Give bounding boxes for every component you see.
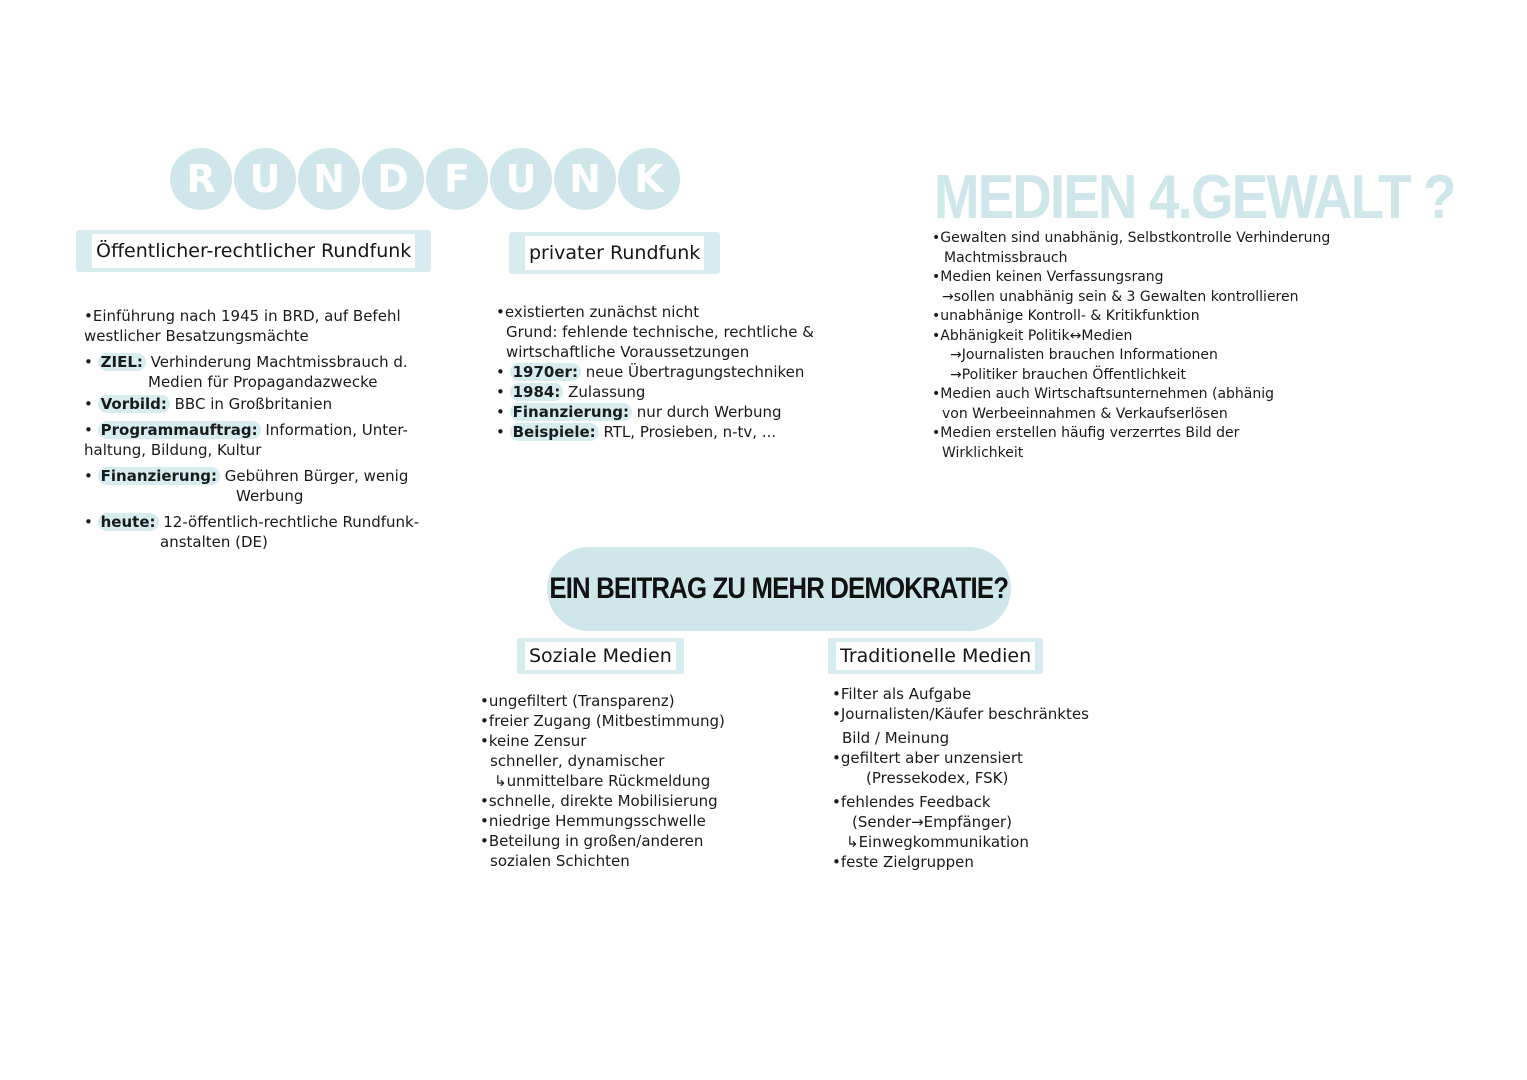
note-line: •fehlendes Feedback (832, 793, 991, 811)
note-line: Werbung (236, 487, 304, 505)
note-line: •Gewalten sind unabhänig, Selbstkontrolle Verhinderung (932, 230, 1331, 246)
note-line: •existierten zunächst nicht (496, 303, 700, 321)
title-letter: D (362, 148, 424, 210)
gewalt-notes (932, 229, 1330, 463)
privat-label: privater Rundfunk (525, 236, 704, 270)
note-line: • ZIEL: Verhinderung Machtmissbrauch d. (84, 353, 408, 371)
note-line: (Pressekodex, FSK) (866, 769, 1009, 787)
note-line: •Beteilung in großen/anderen (480, 832, 704, 850)
note-line: • Finanzierung: Gebühren Bürger, wenig (84, 467, 409, 485)
note-line: •freier Zugang (Mitbestimmung) (480, 712, 725, 730)
note-line: •Medien keinen Verfassungsrang (932, 269, 1164, 285)
note-line: •Medien auch Wirtschaftsunternehmen (abhänig (932, 386, 1275, 402)
note-line: →Journalisten brauchen Informationen (950, 347, 1218, 363)
title-letter: R (170, 148, 232, 210)
note-line: •niedrige Hemmungsschwelle (480, 812, 706, 830)
note-line: haltung, Bildung, Kultur (84, 441, 262, 459)
title-letter: F (426, 148, 488, 210)
note-line: ↳Einwegkommunikation (846, 833, 1029, 851)
oeffentlich-label: Öffentlicher-rechtlicher Rundfunk (92, 234, 415, 268)
note-line: von Werbeeinnahmen & Verkaufserlösen (942, 405, 1228, 422)
note-line: •Abhänigkeit Politik↔Medien (932, 327, 1133, 344)
note-line: •ungefiltert (Transparenz) (480, 692, 675, 710)
title-letter: N (554, 148, 616, 210)
note-line: Grund: fehlende technische, rechtliche & (506, 323, 814, 341)
demokratie-title: EIN BEITRAG ZU MEHR DEMOKRATIE? (549, 572, 1009, 605)
note-line: wirtschaftliche Voraussetzungen (506, 343, 750, 361)
note-line: •Filter als Aufgabe (832, 685, 972, 703)
note-line: westlicher Besatzungsmächte (84, 327, 309, 345)
note-line: •schnelle, direkte Mobilisierung (480, 792, 718, 810)
sozial-label-box (517, 638, 684, 674)
note-line: Bild / Meinung (842, 729, 950, 747)
note-line: anstalten (DE) (160, 533, 268, 551)
note-line: Wirklichkeit (942, 444, 1024, 461)
traditionell-label: Traditionelle Medien (836, 642, 1035, 670)
note-line: • heute: 12-öffentlich-rechtliche Rundfunk- (84, 513, 420, 531)
note-line: Medien für Propagandazwecke (148, 373, 378, 391)
oeffentlich-notes (84, 306, 419, 552)
rundfunk-title (170, 148, 680, 210)
note-line: →sollen unabhänig sein & 3 Gewalten kontrollieren (942, 288, 1299, 305)
title-letter: U (490, 148, 552, 210)
privat-notes (496, 302, 814, 442)
note-line: Machtmissbrauch (944, 249, 1068, 266)
note-line: •feste Zielgruppen (832, 853, 974, 871)
title-letter: N (298, 148, 360, 210)
note-line: sozialen Schichten (490, 852, 630, 870)
note-line: • Programmauftrag: Information, Unter- (84, 421, 408, 439)
note-line: (Sender→Empfänger) (852, 813, 1012, 831)
note-line: • Vorbild: BBC in Großbritanien (84, 395, 333, 413)
note-line: •Medien erstellen häufig verzerrtes Bild der (932, 425, 1240, 441)
note-line: • Finanzierung: nur durch Werbung (496, 403, 782, 421)
traditionell-notes (832, 684, 1089, 872)
note-line: schneller, dynamischer (490, 752, 665, 770)
sozial-label: Soziale Medien (525, 642, 676, 670)
note-line: • 1984: Zulassung (496, 383, 646, 401)
note-line: • 1970er: neue Übertragungstechniken (496, 363, 805, 381)
traditionell-label-box (828, 638, 1043, 674)
privat-label-box (509, 232, 720, 274)
note-line: •Journalisten/Käufer beschränktes (832, 705, 1089, 723)
note-line: •keine Zensur (480, 732, 587, 750)
note-line: • Beispiele: RTL, Prosieben, n-tv, ... (496, 423, 777, 441)
title-letter: U (234, 148, 296, 210)
oeffentlich-label-box (76, 230, 431, 272)
demokratie-title-cloud (547, 547, 1011, 631)
note-line: ↳unmittelbare Rückmeldung (494, 772, 711, 790)
note-line: •gefiltert aber unzensiert (832, 749, 1023, 767)
note-line: •unabhänige Kontroll- & Kritikfunktion (932, 308, 1200, 324)
note-line: →Politiker brauchen Öffentlichkeit (950, 366, 1187, 383)
gewalt-title: MEDIEN 4.GEWALT ? (934, 163, 1455, 232)
note-line: •Einführung nach 1945 in BRD, auf Befehl (84, 307, 401, 325)
title-letter: K (618, 148, 680, 210)
sozial-notes (480, 691, 725, 871)
